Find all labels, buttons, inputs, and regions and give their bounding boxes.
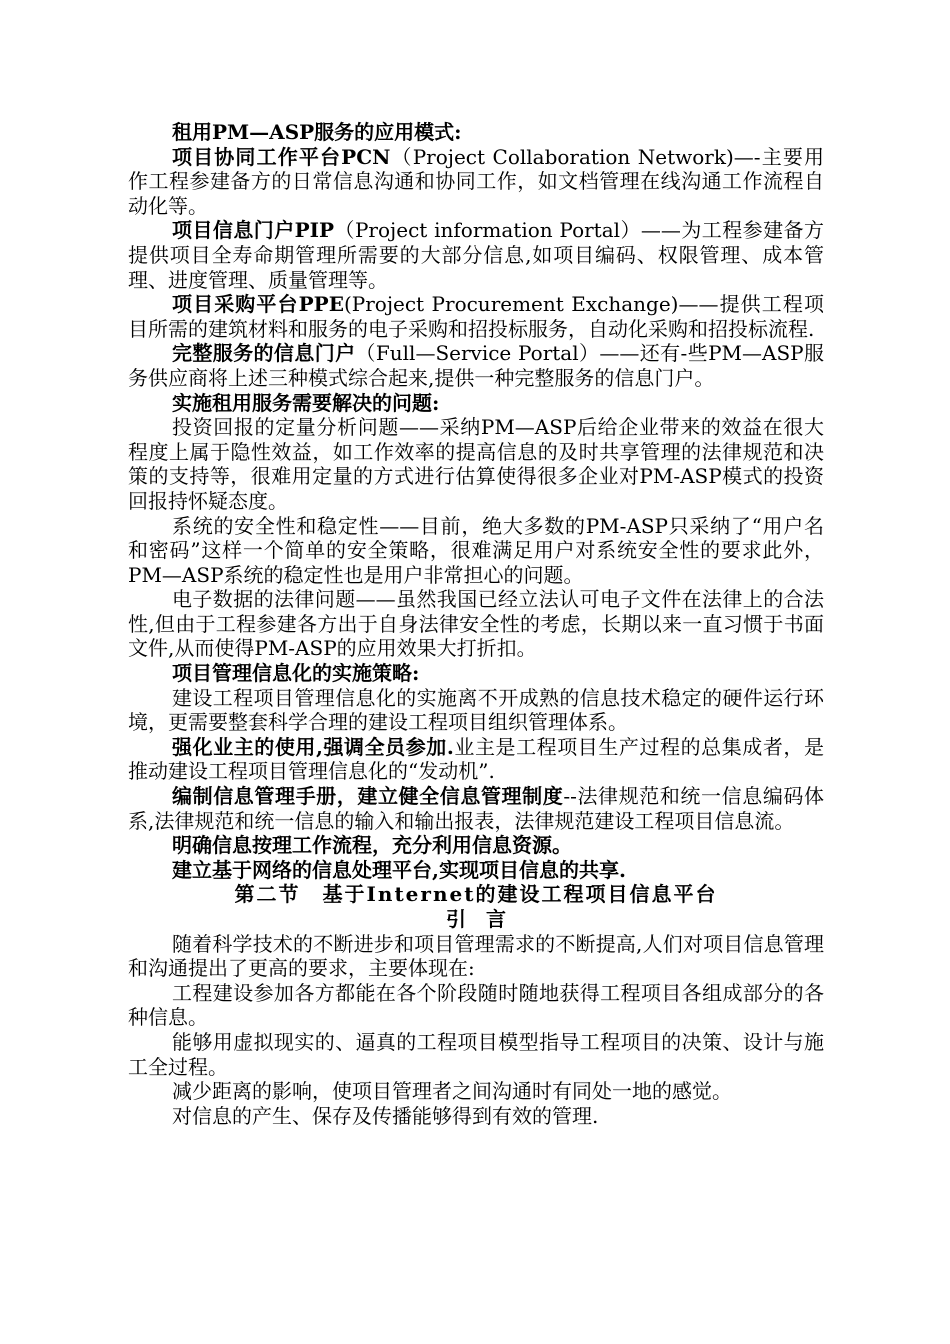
text-owner: 业主是工程项目生产过程的总集成者，是推动建设工程项目管理信息化的“发动机”. <box>128 734 824 784</box>
text-full-service: （Full—Service Portal）——还有-些PM—ASP服务供应商将上述三种模式综合起来,提供一种完整服务的信息门户。 <box>128 341 825 390</box>
term-ppe: 项目采购平台PPE <box>172 292 344 317</box>
paragraph-security: 系统的安全性和稳定性——目前，绝大多数的PM-ASP只采纳了“用户名和密码”这样一个简单的安全策略，很难满足用户对系统安全性的要求此外，PM—ASP系统的稳定性也是用户非常担心的问题。 <box>128 513 824 587</box>
section-title: 第二节 基于Internet的建设工程项目信息平台 <box>234 882 718 907</box>
term-manual: 编制信息管理手册，建立健全信息管理制度 <box>172 784 564 809</box>
text-ppe: (Project Procurement Exchange)——提供工程项目所需的建筑材料和服务的电子采购和招投标服务，自动化采购和招投标流程. <box>128 292 824 341</box>
paragraph-legal: 电子数据的法律问题——虽然我国已经立法认可电子文件在法律上的合法性,但由于工程参建各方出于自身法律安全性的考虑，长期以来一直习惯于书面文件,从而使得PM-ASP的应用效果大打折扣。 <box>128 587 824 661</box>
intro-title: 引 言 <box>446 907 506 931</box>
heading-pm-asp-modes: 租用PM—ASP服务的应用模式: <box>172 120 462 144</box>
heading-strategy: 项目管理信息化的实施策略: <box>172 661 420 686</box>
term-owner: 强化业主的使用,强调全员参加. <box>172 734 454 759</box>
heading-issues: 实施租用服务需要解决的问题: <box>172 390 440 415</box>
paragraph-workflow: 明确信息按理工作流程，充分利用信息资源。 <box>172 833 572 858</box>
term-pcn: 项目协同工作平台PCN <box>172 144 391 169</box>
paragraph-manual <box>128 784 824 833</box>
term-pip: 项目信息门户PIP <box>172 218 335 243</box>
document-body <box>128 120 824 1128</box>
paragraph-full-service <box>128 341 824 390</box>
text-manual: --法律规范和统一信息编码体系,法律规范和统一信息的输入和输出报表，法律规范建设工程项目信息流。 <box>128 784 825 833</box>
paragraph-strategy: 建设工程项目管理信息化的实施离不开成熟的信息技术稳定的硬件运行环境，更需要整套科学合理的建设工程项目组织管理体系。 <box>128 685 824 735</box>
paragraph-roi: 投资回报的定量分析问题——采纳PM—ASP后给企业带来的效益在很大程度上属于隐性效益，如工作效率的提高信息的及时共享管理的法律规范和决策的支持等，很难用定量的方式进行估算使得很多企业对PM-ASP模式的投资回报持怀疑态度。 <box>128 415 824 513</box>
paragraph-owner <box>128 735 824 784</box>
paragraph-point-2: 能够用虚拟现实的、逼真的工程项目模型指导工程项目的决策、设计与施工全过程。 <box>128 1029 824 1079</box>
paragraph-point-4: 对信息的产生、保存及传播能够得到有效的管理. <box>172 1103 599 1128</box>
paragraph-point-3: 减少距离的影响，使项目管理者之间沟通时有同处一地的感觉。 <box>172 1079 732 1104</box>
text-pcn: （Project Collaboration Network)—-主要用作工程参建备方的日常信息沟通和协同工作，如文档管理在线沟通工作流程自动化等。 <box>128 144 824 218</box>
paragraph-intro: 随着科学技术的不断进步和项目管理需求的不断提高,人们对项目信息管理和沟通提出了更高的要求，主要体现在: <box>128 931 824 981</box>
paragraph-ppe <box>128 292 824 341</box>
paragraph-point-1: 工程建设参加各方都能在各个阶段随时随地获得工程项目各组成部分的各种信息。 <box>128 980 824 1030</box>
paragraph-pip <box>128 218 824 292</box>
term-full-service: 完整服务的信息门户 <box>172 341 356 366</box>
paragraph-platform: 建立基于网络的信息处理平台,实现项目信息的共享. <box>172 857 626 882</box>
text-pip: （Project information Portal）——为工程参建备方提供项目全寿命期管理所需要的大部分信息,如项目编码、权限管理、成本管理、进度管理、质量管理等。 <box>128 218 825 292</box>
paragraph-pcn <box>128 145 824 219</box>
